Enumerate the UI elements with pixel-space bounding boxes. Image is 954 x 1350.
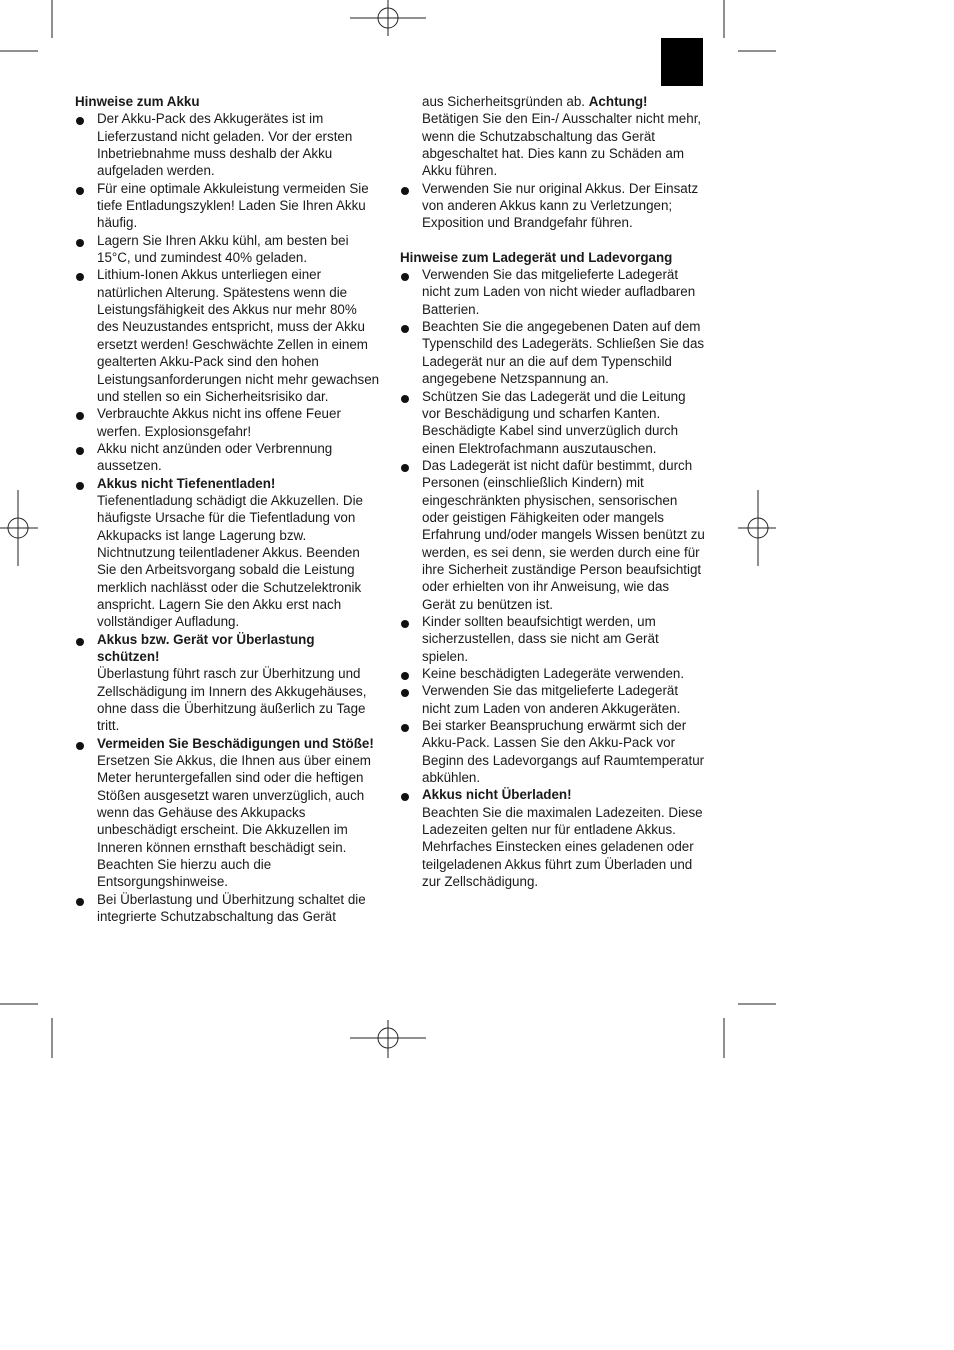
- warning-label: Achtung!: [588, 94, 648, 109]
- list-item: Akku nicht anzünden oder Verbrennung aussetzen.: [75, 440, 380, 475]
- right-column: [400, 93, 705, 890]
- left-column: [75, 93, 380, 926]
- list-item: Der Akku-Pack des Akkugerätes ist im Lieferzustand nicht geladen. Vor der ersten Inbetriebnahme muss deshalb der Akku aufgeladen werden.: [75, 110, 380, 179]
- list-item: Verwenden Sie das mitgelieferte Ladegerät nicht zum Laden von nicht wieder aufladbaren Batterien.: [400, 266, 705, 318]
- list-item: Verwenden Sie das mitgelieferte Ladegerät nicht zum Laden von anderen Akkugeräten.: [400, 682, 705, 717]
- akku-notes-list: [75, 110, 380, 925]
- item-heading: Akkus nicht Überladen!: [422, 787, 572, 803]
- item-heading: Vermeiden Sie Beschädigungen und Stöße!: [97, 735, 374, 751]
- list-item: Bei Überlastung und Überhitzung schaltet die integrierte Schutzabschaltung das Gerät: [75, 891, 380, 926]
- section-heading-akku: Hinweise zum Akku: [75, 94, 200, 109]
- list-item: Akkus bzw. Gerät vor Überlastung schützen! Überlastung führt rasch zur Überhitzung und Zellschädigung im Innern des Akkugehäuses, ohne dass die Überhitzung äußerlich zu Tage tritt.: [75, 631, 380, 735]
- list-item: Schützen Sie das Ladegerät und die Leitung vor Beschädigung und scharfen Kanten. Beschädigte Kabel sind unverzüglich durch einen Elektrofachmann auszutauschen.: [400, 388, 705, 457]
- list-item: Beachten Sie die angegebenen Daten auf dem Typenschild des Ladegeräts. Schließen Sie das Ladegerät nur an die auf dem Typenschild angegebene Netzspannung an.: [400, 318, 705, 387]
- akku-notes-continued: [400, 93, 705, 232]
- list-item: Verwenden Sie nur original Akkus. Der Einsatz von anderen Akkus kann zu Verletzungen; Exposition und Brandgefahr führen.: [400, 180, 705, 232]
- charger-notes-list: [400, 266, 705, 890]
- list-item: Lagern Sie Ihren Akku kühl, am besten bei 15°C, und zumindest 40% geladen.: [75, 232, 380, 267]
- list-item: Kinder sollten beaufsichtigt werden, um sicherzustellen, dass sie nicht am Gerät spielen.: [400, 613, 705, 665]
- list-item: Verbrauchte Akkus nicht ins offene Feuer werfen. Explosionsgefahr!: [75, 405, 380, 440]
- registration-mark-left: [0, 490, 38, 566]
- item-heading: Akkus bzw. Gerät vor Überlastung schützen!: [97, 631, 315, 664]
- registration-mark-bottom: [350, 1020, 426, 1058]
- list-item: Für eine optimale Akkuleistung vermeiden Sie tiefe Entladungszyklen! Laden Sie Ihren Akku häufig.: [75, 180, 380, 232]
- list-item: Lithium-Ionen Akkus unterliegen einer natürlichen Alterung. Spätestens wenn die Leistungsfähigkeit des Akkus nur mehr 80% des Neuzustandes entspricht, muss der Akku ersetzt werden! Geschwächte Zellen in einem gealterten Akku-Pack sind den hohen Leistungsanforderungen nicht mehr gewachsen und stellen so ein Sicherheitsrisiko dar.: [75, 266, 380, 405]
- language-tab-marker: [661, 38, 703, 86]
- list-item: Das Ladegerät ist nicht dafür bestimmt, durch Personen (einschließlich Kindern) mit eingeschränkten physischen, sensorischen oder geistigen Fähigkeiten oder mangels Erfahrung und/oder mangels Wissen benützt zu werden, es sei denn, sie werden durch eine für ihre Sicherheit zuständige Person beaufsichtigt oder erhielten von ihr Anweisung, wie das Gerät zu benützen ist.: [400, 457, 705, 613]
- list-item: Vermeiden Sie Beschädigungen und Stöße! Ersetzen Sie Akkus, die Ihnen aus über einem Meter heruntergefallen sind oder die heftigen Stößen ausgesetzt waren unverzüglich, auch wenn das Gehäuse des Akkupacks unbeschädigt erscheint. Die Akkuzellen im Inneren können ernsthaft beschädigt sein. Beachten Sie hierzu auch die Entsorgungshinweise.: [75, 735, 380, 891]
- list-item: Keine beschädigten Ladegeräte verwenden.: [400, 665, 705, 682]
- list-item-continuation: aus Sicherheitsgründen ab. Achtung! Betätigen Sie den Ein-/ Ausschalter nicht mehr, wenn die Schutzabschaltung das Gerät abgeschaltet hat. Dies kann zu Schäden am Akku führen.: [422, 94, 702, 179]
- list-item: Bei starker Beanspruchung erwärmt sich der Akku-Pack. Lassen Sie den Akku-Pack vor Beginn des Ladevorgangs auf Raumtemperatur abkühlen.: [400, 717, 705, 786]
- section-heading-ladegeraet: Hinweise zum Ladegerät und Ladevorgang: [400, 249, 673, 265]
- list-item: Akkus nicht Tiefenentladen! Tiefenentladung schädigt die Akkuzellen. Die häufigste Ursache für die Tiefentladung von Akkupacks ist lange Lagerung bzw. Nichtnutzung teilentladener Akkus. Beenden Sie den Arbeitsvorgang sobald die Leistung merklich nachlässt oder die Schutzelektronik anspricht. Lagern Sie den Akku erst nach vollständiger Aufladung.: [75, 475, 380, 631]
- item-heading: Akkus nicht Tiefenentladen!: [97, 475, 276, 491]
- registration-mark-right: [738, 490, 776, 566]
- list-item: Akkus nicht Überladen! Beachten Sie die maximalen Ladezeiten. Diese Ladezeiten gelten nur für entladene Akkus. Mehrfaches Einstecken eines geladenen oder teilgeladenen Akkus führt zum Überladen und zur Zellschädigung.: [400, 786, 705, 890]
- registration-mark-top: [350, 0, 426, 36]
